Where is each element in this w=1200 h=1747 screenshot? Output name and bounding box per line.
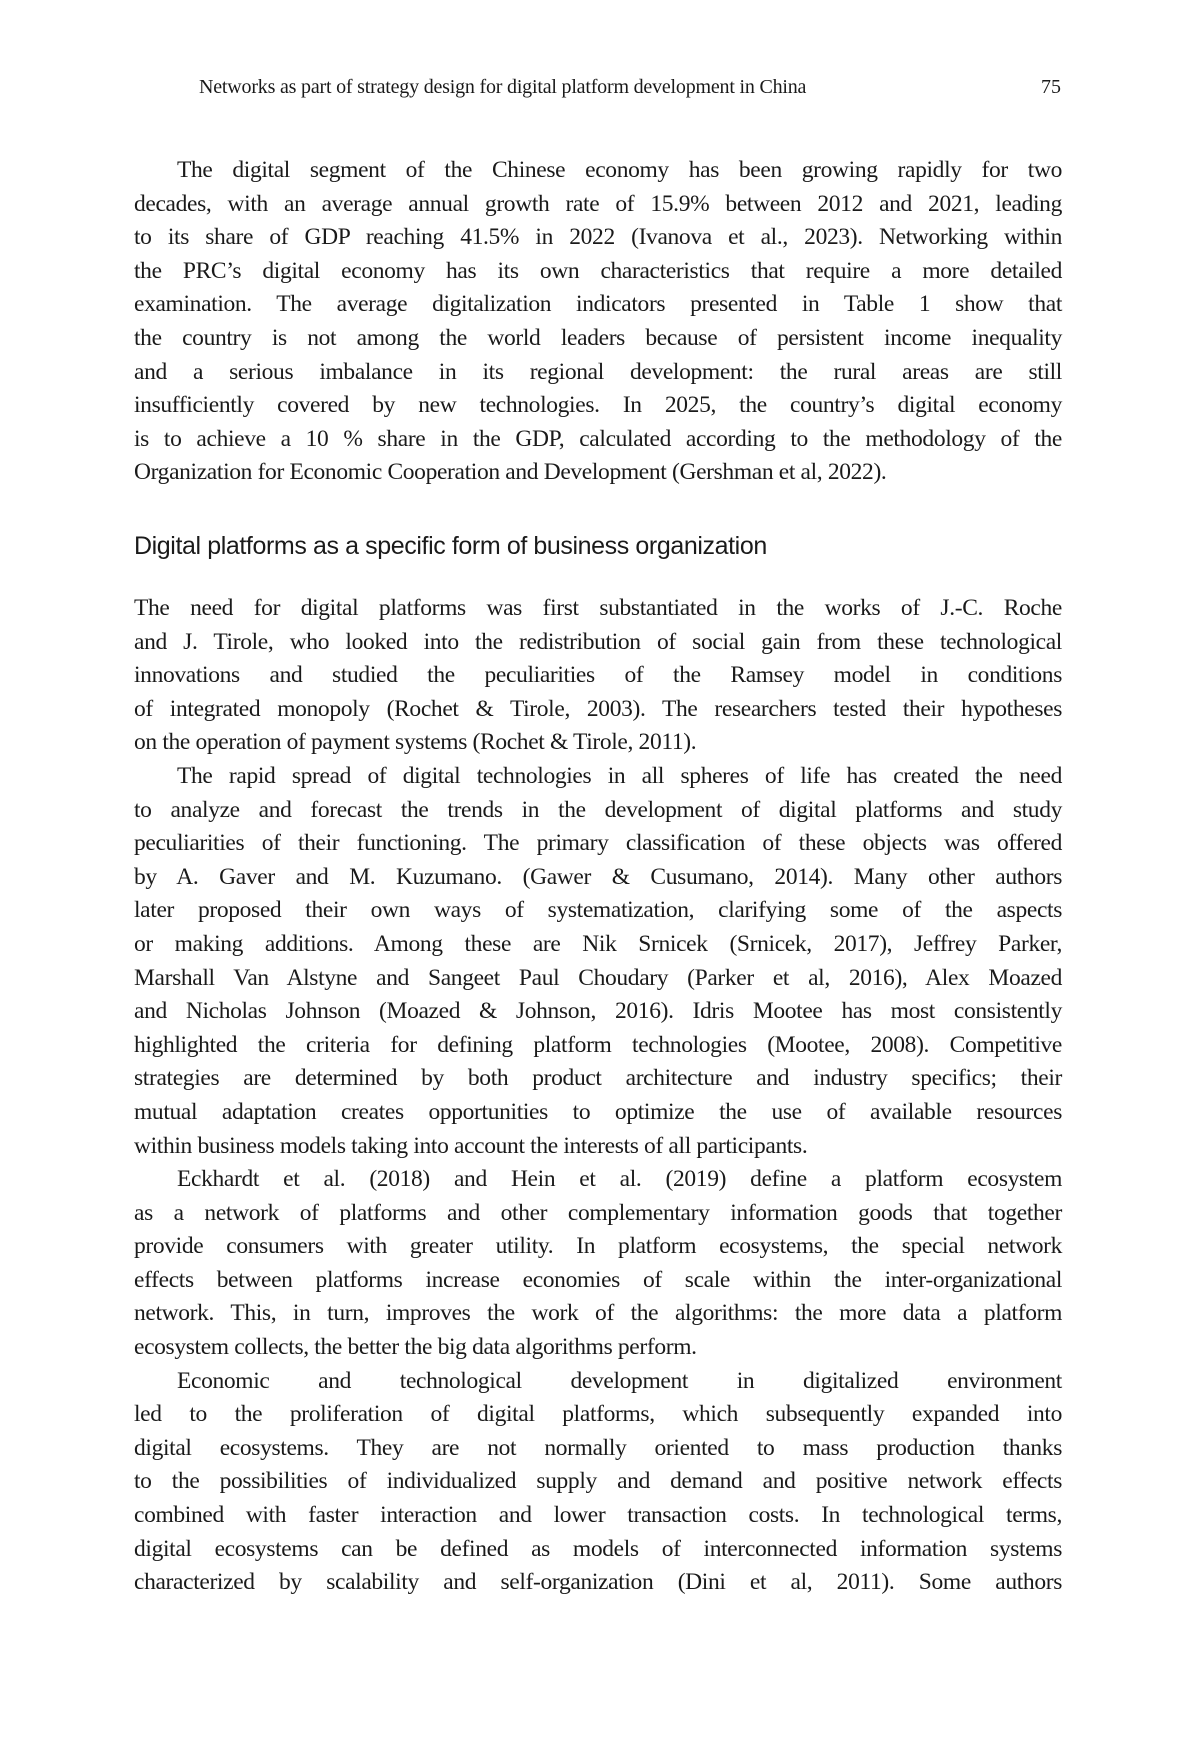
text-line: on the operation of payment systems (Rochet & Tirole, 2011).	[134, 729, 697, 756]
text-line: the country is not among the world leaders because of persistent income inequality	[134, 324, 1062, 351]
paragraph	[134, 1163, 1062, 1365]
text-line: and a serious imbalance in its regional development: the rural areas are still	[134, 358, 1062, 385]
text-line: highlighted the criteria for defining platform technologies (Mootee, 2008). Competitive	[134, 1031, 1062, 1058]
text-line: The rapid spread of digital technologies in all spheres of life has created the need	[177, 762, 1062, 789]
text-line: combined with faster interaction and lower transaction costs. In technological terms,	[134, 1502, 1062, 1529]
section-digital-platforms	[134, 592, 1062, 1600]
text-line: Eckhardt et al. (2018) and Hein et al. (2019) define a platform ecosystem	[177, 1166, 1062, 1193]
text-line: is to achieve a 10 % share in the GDP, calculated according to the methodology of the	[134, 425, 1062, 452]
text-line: as a network of platforms and other complementary information goods that together	[134, 1199, 1062, 1226]
text-line: decades, with an average annual growth rate of 15.9% between 2012 and 2021, leading	[134, 190, 1062, 217]
text-line: Economic and technological development in digitalized environment	[177, 1367, 1062, 1394]
text-line: examination. The average digitalization indicators presented in Table 1 show that	[134, 291, 1062, 318]
text-line: innovations and studied the peculiarities of the Ramsey model in conditions	[134, 662, 1062, 689]
running-head	[199, 76, 1061, 102]
running-head-title: Networks as part of strategy design for digital platform development in China	[199, 76, 807, 98]
text-line: to the possibilities of individualized supply and demand and positive network effects	[134, 1468, 1062, 1495]
text-line: provide consumers with greater utility. In platform ecosystems, the special network	[134, 1233, 1062, 1260]
section-intro	[134, 154, 1062, 490]
text-line: the PRC’s digital economy has its own characteristics that require a more detailed	[134, 257, 1062, 284]
text-line: digital ecosystems can be defined as models of interconnected information systems	[134, 1535, 1062, 1562]
text-line: effects between platforms increase economies of scale within the inter-organizational	[134, 1266, 1062, 1293]
paragraph	[134, 154, 1062, 490]
text-line: The need for digital platforms was first substantiated in the works of J.-C. Roche	[134, 595, 1062, 621]
text-line: strategies are determined by both product architecture and industry specifics; their	[134, 1065, 1062, 1092]
text-line: and Nicholas Johnson (Moazed & Johnson, 2016). Idris Mootee has most consistently	[134, 998, 1062, 1025]
text-line: or making additions. Among these are Nik Srnicek (Srnicek, 2017), Jeffrey Parker,	[134, 930, 1062, 957]
text-line: Organization for Economic Cooperation and Development (Gershman et al, 2022).	[134, 459, 887, 486]
text-line: Marshall Van Alstyne and Sangeet Paul Choudary (Parker et al, 2016), Alex Moazed	[134, 964, 1062, 991]
text-line: by A. Gaver and M. Kuzumano. (Gawer & Cusumano, 2014). Many other authors	[134, 863, 1062, 890]
paragraph	[134, 1365, 1062, 1600]
text-line: digital ecosystems. They are not normally oriented to mass production thanks	[134, 1434, 1062, 1461]
text-line: insufficiently covered by new technologies. In 2025, the country’s digital economy	[134, 392, 1062, 419]
text-line: to its share of GDP reaching 41.5% in 2022 (Ivanova et al., 2023). Networking within	[134, 224, 1062, 251]
paragraph	[134, 760, 1062, 1163]
text-line: of integrated monopoly (Rochet & Tirole, 2003). The researchers tested their hypotheses	[134, 695, 1062, 722]
text-line: led to the proliferation of digital platforms, which subsequently expanded into	[134, 1401, 1062, 1428]
text-line: and J. Tirole, who looked into the redistribution of social gain from these technological	[134, 628, 1062, 655]
text-line: ecosystem collects, the better the big data algorithms perform.	[134, 1334, 697, 1361]
text-line: within business models taking into account the interests of all participants.	[134, 1132, 808, 1159]
text-line: The digital segment of the Chinese economy has been growing rapidly for two	[177, 157, 1062, 183]
text-line: network. This, in turn, improves the work of the algorithms: the more data a platform	[134, 1300, 1062, 1327]
paragraph	[134, 592, 1062, 760]
text-line: later proposed their own ways of systematization, clarifying some of the aspects	[134, 897, 1062, 924]
page-number: 75	[1041, 76, 1061, 98]
text-line: mutual adaptation creates opportunities to optimize the use of available resources	[134, 1098, 1062, 1125]
text-line: peculiarities of their functioning. The primary classification of these objects was offered	[134, 830, 1062, 857]
text-line: to analyze and forecast the trends in the development of digital platforms and study	[134, 796, 1062, 823]
section-heading: Digital platforms as a specific form of business organization	[134, 532, 767, 560]
text-line: characterized by scalability and self-organization (Dini et al, 2011). Some authors	[134, 1569, 1062, 1596]
